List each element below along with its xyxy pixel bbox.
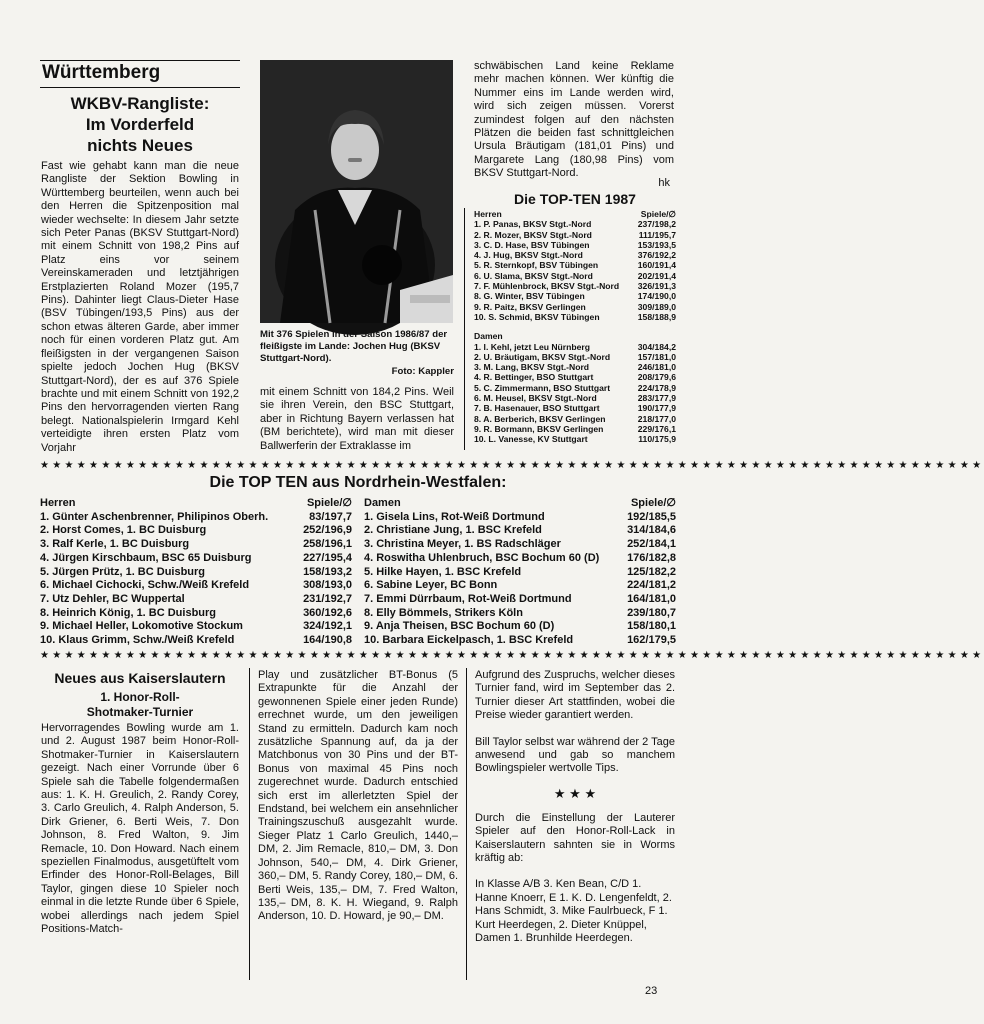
table-row: [474, 403, 676, 413]
table-row: [364, 593, 676, 607]
table-row: [474, 414, 676, 424]
entry-value: 237/198,2: [637, 219, 676, 230]
top-ten-box: [474, 190, 676, 445]
entry-value: 157/181,0: [637, 351, 676, 362]
entry-value: 153/193,5: [637, 239, 676, 250]
table-row: [474, 271, 676, 281]
nrw-title: Die TOP TEN aus Nordrhein-Westfalen:: [209, 474, 507, 491]
entry-value: 158/188,9: [637, 311, 676, 322]
entry-name: 5. C. Zimmermann, BSO Stuttgart: [474, 382, 611, 393]
entry-name: 4. R. Bettinger, BSO Stuttgart: [474, 372, 594, 383]
table-row: [364, 620, 676, 634]
kl-paragraph-1: Aufgrund des Zuspruchs, welcher dieses Turnier fand, wird im September das 2. Turnier dieser Art stattfinden, wobei die Preise wieder garantiert werden.: [475, 669, 675, 722]
table-row: [474, 372, 676, 382]
entry-value: 304/184,2: [637, 341, 676, 352]
entry-name: 8. Heinrich König, 1. BC Duisburg: [40, 606, 217, 619]
entry-value: 192/185,5: [627, 510, 676, 523]
table-row: [474, 281, 676, 291]
entry-name: 9. Anja Theisen, BSC Bochum 60 (D): [364, 620, 555, 633]
table-row: [364, 634, 676, 648]
table-row: [474, 230, 676, 240]
table-row: [364, 552, 676, 566]
entry-name: 4. Jürgen Kirschbaum, BSC 65 Duisburg: [40, 551, 252, 564]
kl-body-col-1: Hervorragendes Bowling wurde am 1. und 2. August 1987 beim Honor-Roll-Shotmaker-Turnier in Kaiserslautern gezeigt. Nach einer Vorrunde über 6 Spiele sah die Tabelle folgendermaßen aus: 1. K. H. Greulich, 2. Randy Corey, 3. Carlo Greulich, 4. Ralph Anderson, 5. Dirk Griener, 6. Berti Weis, 7. Don Johnson, 8. Fred Walton, 9. Jim Remacle, 10. Don Howard. Nach einem speziellen Finalmodus, ausgetüftelt vom Erfinder des Honor-Roll-Belages, Bill Taylor, gingen diese 10 Spieler noch einmal in die letzte Runde über 6 Spiele, wobei allerdings nach jedem Spiel Positions-Match-: [41, 722, 239, 936]
entry-name: 10. S. Schmid, BKSV Tübingen: [474, 311, 600, 322]
table-row: [474, 260, 676, 270]
photo-credit: Foto: Kappler: [391, 366, 454, 377]
entry-value: 162/179,5: [627, 634, 676, 647]
column-header: Spiele/∅: [640, 209, 676, 219]
entry-name: 1. Gisela Lins, Rot-Weiß Dortmund: [364, 510, 545, 523]
herren-label: Herren: [40, 497, 76, 509]
entry-name: 3. C. D. Hase, BSV Tübingen: [474, 239, 590, 250]
column-header: Spiele/∅: [630, 497, 676, 509]
entry-value: 258/196,1: [303, 538, 352, 551]
table-row: [474, 219, 676, 229]
kl-col-3: [475, 669, 675, 946]
entry-name: 7. F. Mühlenbrock, BKSV Stgt.-Nord: [474, 281, 620, 292]
table-row: [40, 524, 352, 538]
entry-value: 202/191,4: [637, 270, 676, 281]
kl-title: Neues aus Kaiserslautern: [54, 670, 226, 686]
article-body-col-1: Fast wie gehabt kann man die neue Rangliste der Sektion Bowling in Württemberg beurteilen, wenn auch bei den Herren die Spitzenposition mal wieder wechselte: In diesem Jahr setzte sich Peter Panas (BKSV Stuttgart-Nord) mit einem Schnitt von 198,2 Pins auf Platz eins vor seinem Vereinskameraden und letztjährigen Erstplazierten Roland Mozer (195,7 Pins). Dahinter liegt Claus-Dieter Hase (BSV Tübingen/193,5 Pins) aus der schon etwas älteren Garde, aber immer noch für einen vorderen Platz gut. Am fleißigsten in der vergangenen Saison spielte jedoch Jochen Hug (BKSV Stuttgart-Nord), der es auf 376 Spiele brachte und mit einem Schnitt von 192,2 Pins den hervorragenden vierten Rang belegt. Nationalspielerin Irmgard Kehl verteidigte ihren ersten Platz vom Vorjahr: [41, 160, 239, 454]
entry-value: 309/189,0: [637, 301, 676, 312]
entry-name: 8. Elly Bömmels, Strikers Köln: [364, 606, 523, 619]
kl-paragraph-2: Bill Taylor selbst war während der 2 Tage anwesend und gab so manchem Bowlingspieler wertvolle Tips.: [475, 735, 675, 775]
entry-value: 229/176,1: [637, 423, 676, 434]
entry-value: 208/179,6: [637, 372, 676, 383]
entry-value: 176/182,8: [627, 551, 676, 564]
column-header: Spiele/∅: [306, 497, 352, 509]
table-header-row: [474, 209, 676, 219]
nrw-herren-table: [40, 497, 352, 648]
damen-label: Damen: [474, 331, 503, 342]
table-row: [40, 579, 352, 593]
entry-value: 125/182,2: [627, 565, 676, 578]
table-row: [474, 424, 676, 434]
entry-value: 246/181,0: [637, 362, 676, 373]
table-row: [474, 434, 676, 444]
entry-name: 4. J. Hug, BKSV Stgt.-Nord: [474, 250, 583, 261]
entry-value: 326/191,3: [637, 281, 676, 292]
damen-label: Damen: [364, 497, 401, 509]
entry-value: 283/177,9: [637, 393, 676, 404]
table-row: [40, 552, 352, 566]
kl-subtitle-line-1: 1. Honor-Roll-: [100, 690, 180, 704]
entry-value: 324/192,1: [303, 620, 352, 633]
section-top-rule: [40, 60, 240, 61]
entry-value: 111/195,7: [638, 229, 676, 240]
headline-line-1: WKBV-Rangliste:: [70, 94, 210, 113]
nrw-herren: [40, 497, 352, 648]
top-ten-herren-table: [474, 209, 676, 322]
kl-subtitle-line-2: Shotmaker-Turnier: [86, 705, 194, 719]
entry-value: 308/193,0: [303, 579, 352, 592]
entry-name: 9. R. Paitz, BKSV Gerlingen: [474, 301, 586, 312]
entry-value: 224/181,2: [627, 579, 676, 592]
entry-name: 7. Emmi Dürrbaum, Rot-Weiß Dortmund: [364, 592, 572, 605]
page-number: 23: [645, 985, 658, 997]
kl-paragraph-4: In Klasse A/B 3. Ken Bean, C/D 1. Hanne Knoerr, E 1. K. D. Lengenfeldt, 2. Hans Schmidt, 3. Mike Faulrbueck, F 1. Kurt Heerdegen, 2. Dieter Knüppel, Damen 1. Brunhilde Heerdegen.: [475, 878, 672, 945]
article-headline: [40, 93, 240, 156]
entry-value: 160/191,4: [637, 260, 676, 271]
table-row: [40, 634, 352, 648]
entry-value: 252/184,1: [627, 538, 676, 551]
table-row: [364, 607, 676, 621]
column-divider: [464, 208, 465, 450]
article-body-col-2: mit einem Schnitt von 184,2 Pins. Weil sie ihren Verein, den BSC Stuttgart, aber in Richtung Bayern verlassen hat (BM berichtete), wird man mit dieser Ballwerferin der Extraklasse im: [260, 386, 454, 452]
kl-paragraph-3: Durch die Einstellung der Lauterer Spieler auf den Honor-Roll-Lack in Kaiserslautern sahnten sie in Worms kräftig ab:: [475, 811, 675, 865]
table-row: [40, 538, 352, 552]
column-divider: [466, 668, 467, 980]
player-photo: [260, 60, 453, 323]
section-bottom-rule: [40, 87, 240, 88]
entry-name: 2. Christiane Jung, 1. BSC Krefeld: [364, 524, 542, 537]
entry-name: 6. U. Slama, BKSV Stgt.-Nord: [474, 270, 593, 281]
kl-stars: ★ ★ ★: [553, 785, 597, 801]
photo-image: [260, 60, 453, 323]
table-row: [474, 250, 676, 260]
table-row: [40, 607, 352, 621]
section-title: Württemberg: [42, 62, 161, 83]
author-initials: hk: [658, 177, 670, 189]
table-header-row: [40, 497, 352, 511]
table-row: [474, 352, 676, 362]
entry-value: 158/180,1: [627, 620, 676, 633]
entry-name: 7. B. Hasenauer, BSO Stuttgart: [474, 403, 600, 414]
table-row: [364, 538, 676, 552]
table-row: [364, 524, 676, 538]
entry-name: 6. M. Heusel, BKSV Stgt.-Nord: [474, 393, 597, 404]
entry-name: 1. Günter Aschenbrenner, Philipinos Oberh.: [40, 510, 269, 523]
table-row: [474, 362, 676, 372]
entry-value: 376/192,2: [637, 250, 676, 261]
entry-name: 7. Utz Dehler, BC Wuppertal: [40, 592, 185, 605]
article-body-col-3: schwäbischen Land keine Reklame mehr machen können. Wer künftig die Nummer eins im Lande werden wird, wird sich zeigen müssen. Vorerst zumindest folgen auf den nächsten Plätzen die beiden fast schnittgleichen Ursula Bräutigam (181,01 Pins) und Margarete Lang (180,98 Pins) vom BKSV Stuttgart-Nord.: [474, 60, 674, 180]
star-separator-top: ★★★★★★★★★★★★★★★★★★★★★★★★★★★★★★★★★★★★★★★★★★★★★★★★★★★★★★★★★★★★★★★★★★★★★★★★★★★★★: [40, 460, 984, 471]
table-row: [40, 593, 352, 607]
entry-name: 2. R. Mozer, BKSV Stgt.-Nord: [474, 229, 592, 240]
entry-name: 8. A. Berberich, BKSV Gerlingen: [474, 413, 606, 424]
entry-value: 190/177,9: [637, 403, 676, 414]
entry-name: 3. Christina Meyer, 1. BS Radschläger: [364, 538, 561, 551]
entry-value: 252/196,9: [303, 524, 352, 537]
entry-value: 239/180,7: [627, 606, 676, 619]
headline-line-3: nichts Neues: [87, 136, 193, 155]
table-row: [364, 511, 676, 525]
table-header-row: [364, 497, 676, 511]
table-row: [364, 579, 676, 593]
entry-name: 9. R. Bormann, BKSV Gerlingen: [474, 423, 604, 434]
entry-value: 164/190,8: [303, 634, 352, 647]
entry-value: 227/195,4: [303, 551, 352, 564]
entry-name: 10. Barbara Eickelpasch, 1. BSC Krefeld: [364, 634, 574, 647]
headline-line-2: Im Vorderfeld: [85, 115, 195, 134]
entry-value: 110/175,9: [638, 434, 676, 445]
entry-name: 10. Klaus Grimm, Schw./Weiß Krefeld: [40, 634, 235, 647]
herren-label: Herren: [474, 209, 502, 219]
entry-name: 5. Hilke Hayen, 1. BSC Krefeld: [364, 565, 522, 578]
entry-name: 2. U. Bräutigam, BKSV Stgt.-Nord: [474, 351, 611, 362]
entry-name: 6. Sabine Leyer, BC Bonn: [364, 579, 498, 592]
table-row: [40, 511, 352, 525]
entry-value: 231/192,7: [303, 592, 352, 605]
entry-value: 218/177,0: [637, 413, 676, 424]
entry-name: 9. Michael Heller, Lokomotive Stockum: [40, 620, 243, 633]
entry-name: 3. M. Lang, BKSV Stgt.-Nord: [474, 362, 590, 373]
entry-name: 1. P. Panas, BKSV Stgt.-Nord: [474, 219, 592, 230]
entry-name: 5. R. Sternkopf, BSV Tübingen: [474, 260, 599, 271]
photo-caption: Mit 376 Spielen in der Saison 1986/87 der fleißigste im Lande: Jochen Hug (BKSV Stuttgart-Nord).: [260, 329, 448, 364]
entry-value: 360/192,6: [303, 606, 352, 619]
entry-name: 2. Horst Comes, 1. BC Duisburg: [40, 524, 207, 537]
entry-value: 83/197,7: [309, 510, 352, 523]
table-row: [40, 620, 352, 634]
star-separator-bottom: ★★★★★★★★★★★★★★★★★★★★★★★★★★★★★★★★★★★★★★★★★★★★★★★★★★★★★★★★★★★★★★★★★★★★★★★★★★★★★: [40, 650, 984, 661]
entry-name: 4. Roswitha Uhlenbruch, BSC Bochum 60 (D): [364, 551, 600, 564]
table-header-row: [474, 331, 676, 341]
kl-body-col-2: Play und zusätzlicher BT-Bonus (5 Extrapunkte für die Anzahl der gewonnenen Spiele einer jeden Runde) errechnet wurde, um den jeweiligen Stand zu ermitteln. Dadurch kam noch zusätzliche Spannung auf, da ja der Matchbonus von 30 Pins und der BT-Bonus von maximal 45 Pins noch zugerechnet wurde. Dadurch entschied sich erst im allerletzten Spiel der Endstand, bei welchem ein ansehnlicher Trainingszuschuß ausgezahlt wurde. Sieger Platz 1 Carlo Greulich, 1440,– DM, 2. Jim Remacle, 810,– DM, 3. Don Johnson, 540,– DM, 4. Dirk Griener, 360,– DM, 5. Randy Corey, 180,– DM, 6. Berti Weis, 135,– DM, 7. Fred Walton, 135,– DM, 8. K. H. Wiegand, 9. Ralph Anderson, 10. D. Howard, je 90,– DM.: [258, 669, 458, 923]
nrw-damen: [364, 497, 676, 648]
table-row: [474, 342, 676, 352]
nrw-damen-table: [364, 497, 676, 648]
table-row: [40, 566, 352, 580]
entry-name: 6. Michael Cichocki, Schw./Weiß Krefeld: [40, 579, 250, 592]
table-row: [474, 383, 676, 393]
table-row: [474, 312, 676, 322]
entry-name: 1. I. Kehl, jetzt Leu Nürnberg: [474, 341, 591, 352]
top-ten-damen-table: [474, 331, 676, 444]
entry-value: 314/184,6: [627, 524, 676, 537]
entry-name: 5. Jürgen Prütz, 1. BC Duisburg: [40, 565, 206, 578]
table-row: [474, 302, 676, 312]
column-divider: [249, 668, 250, 980]
entry-value: 164/181,0: [627, 592, 676, 605]
entry-value: 174/190,0: [637, 291, 676, 302]
entry-name: 8. G. Winter, BSV Tübingen: [474, 291, 585, 302]
kl-subtitle: [40, 690, 240, 720]
entry-value: 158/193,2: [303, 565, 352, 578]
table-row: [364, 566, 676, 580]
table-row: [474, 240, 676, 250]
entry-value: 224/178,9: [637, 382, 676, 393]
table-row: [474, 393, 676, 403]
entry-name: 10. L. Vanesse, KV Stuttgart: [474, 434, 588, 445]
table-row: [474, 291, 676, 301]
entry-name: 3. Ralf Kerle, 1. BC Duisburg: [40, 538, 190, 551]
top-ten-title: Die TOP-TEN 1987: [514, 191, 636, 207]
